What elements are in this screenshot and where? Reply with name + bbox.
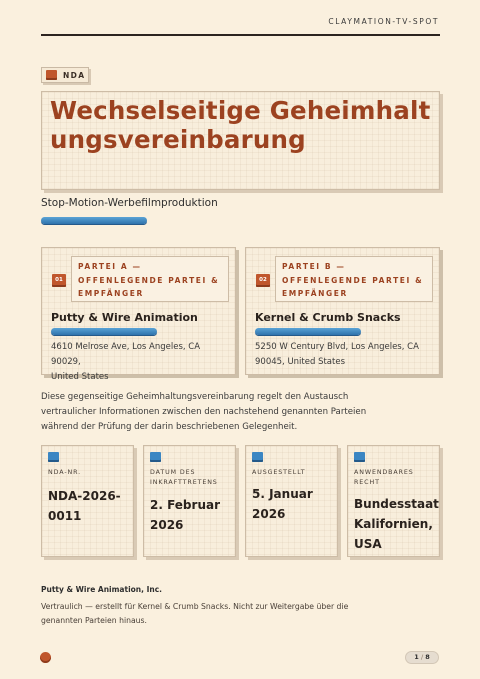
party-address-line: 5250 W Century Blvd, Los Angeles, CA	[255, 342, 419, 352]
fact-label	[354, 468, 436, 488]
blue-clay-square-icon	[354, 452, 365, 462]
fact-label-line: ANWENDBARES	[354, 469, 414, 476]
intro-paragraph: Diese gegenseitige Geheimhaltungsvereinbarung regelt den Austausch vertraulicher Informationen zwischen den nachstehend genannten Parteien während der Prüfung der darin beschriebenen Gelegenheit.	[41, 392, 367, 432]
fact-label-line: RECHT	[354, 479, 380, 486]
blue-clay-square-icon	[252, 452, 263, 462]
page-indicator	[405, 651, 439, 664]
blue-clay-square-icon	[150, 452, 161, 462]
party-name: Kernel & Crumb Snacks	[255, 311, 401, 324]
blue-clay-square-icon	[48, 452, 59, 462]
fact-card-governing-law	[347, 445, 440, 557]
fact-label	[150, 468, 232, 488]
party-address-line: 90045, United States	[255, 357, 346, 367]
party-name-underline-bar	[255, 328, 361, 335]
party-card-b	[245, 247, 440, 375]
fact-value-line: 2026	[252, 507, 286, 521]
document-subtitle: Stop-Motion-Werbefilmproduktion	[41, 197, 218, 209]
fact-card-effective-date	[143, 445, 236, 557]
title-box	[41, 91, 440, 190]
party-card-a	[41, 247, 236, 382]
fact-label	[48, 468, 130, 478]
party-role-line: PARTEI A —	[78, 262, 142, 271]
fact-value-line: 2. Februar	[150, 498, 221, 512]
fact-value-line: USA	[354, 537, 382, 551]
page-total: 8	[425, 653, 430, 661]
fact-label-line: NDA-NR.	[48, 469, 82, 476]
fact-value-line: 2026	[150, 518, 184, 532]
fact-value-line: NDA-2026-	[48, 489, 121, 503]
party-role-label	[275, 256, 433, 302]
party-name: Putty & Wire Animation	[51, 311, 198, 324]
page-separator: /	[420, 653, 424, 661]
fact-label-line: AUSGESTELLT	[252, 469, 306, 476]
nda-tag	[41, 67, 89, 83]
fact-card-nda-number	[41, 445, 134, 557]
fact-value-line: Bundesstaat	[354, 497, 439, 511]
fact-card-issued	[245, 445, 338, 557]
party-name-underline-bar	[51, 328, 157, 335]
party-address	[255, 340, 435, 370]
party-role-line: EMPFÄNGER	[282, 289, 348, 298]
document-title: Wechselseitige Geheimhaltungsvereinbarung	[50, 96, 431, 154]
fact-value-line: 0011	[48, 509, 82, 523]
party-role-line: PARTEI B —	[282, 262, 346, 271]
fact-label-line: DATUM DES	[150, 469, 196, 476]
footer-note-line: Vertraulich — erstellt für Kernel & Crumb Snacks. Nicht zur Weitergabe über die	[41, 602, 349, 611]
clay-dot-icon	[40, 652, 51, 663]
party-address-line: 4610 Melrose Ave, Los Angeles, CA 90029,	[51, 342, 201, 367]
fact-value	[150, 495, 234, 535]
header-label: CLAYMATION-TV-SPOT	[328, 17, 439, 26]
fact-value-line: Kalifornien,	[354, 517, 433, 531]
party-address	[51, 340, 231, 385]
fact-value	[252, 484, 336, 524]
subtitle-underline-bar	[41, 217, 147, 224]
clay-square-icon	[46, 70, 57, 80]
fact-value-line: 5. Januar	[252, 487, 313, 501]
header-rule	[41, 34, 440, 36]
fact-value	[48, 486, 132, 526]
fact-label	[252, 468, 334, 478]
party-role-line: EMPFÄNGER	[78, 289, 144, 298]
party-badge: 01	[52, 274, 66, 287]
fact-label-line: INKRAFTTRETENS	[150, 479, 218, 486]
party-address-line: United States	[51, 372, 109, 382]
party-badge: 02	[256, 274, 270, 287]
nda-tag-label: NDA	[63, 70, 86, 80]
fact-value	[354, 494, 438, 554]
footer-company: Putty & Wire Animation, Inc.	[41, 585, 163, 594]
page-current: 1	[414, 653, 419, 661]
footer-note	[41, 600, 361, 628]
party-role-label	[71, 256, 229, 302]
footer-note-line: genannten Parteien hinaus.	[41, 616, 147, 625]
party-role-line: OFFENLEGENDE PARTEI &	[282, 275, 424, 285]
party-role-line: OFFENLEGENDE PARTEI &	[78, 275, 220, 285]
